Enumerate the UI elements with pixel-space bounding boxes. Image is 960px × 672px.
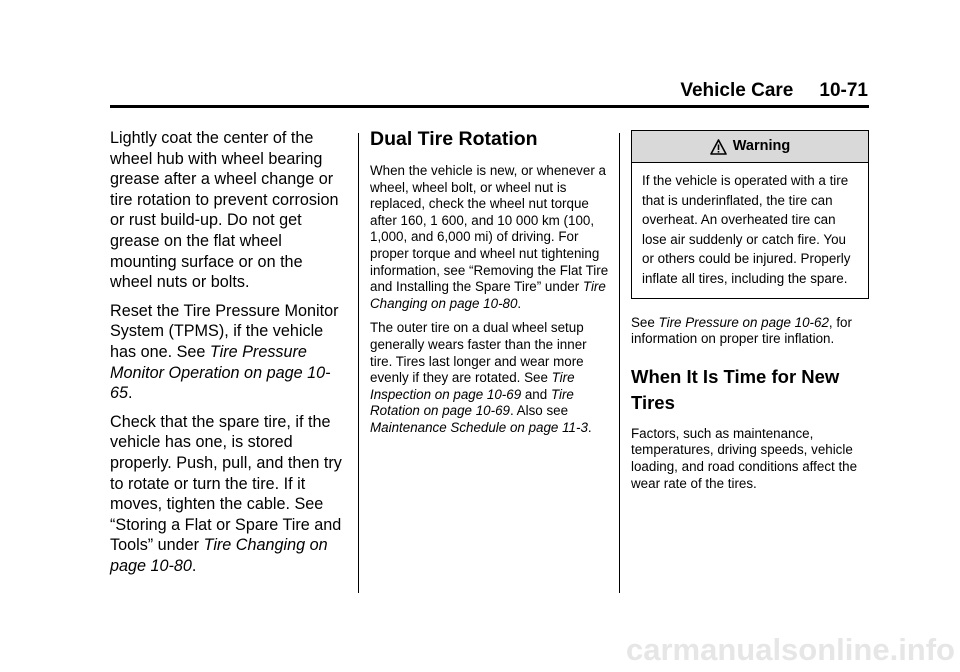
- tire-rotation-link[interactable]: Tire Rotation on page 10-69: [370, 386, 574, 419]
- outer-text: The outer tire on a dual wheel setup generally wears faster than the inner tire. Tires last longer and wear more evenly if they are rotated. See: [370, 320, 587, 386]
- spare-end: .: [191, 556, 197, 575]
- warning-text: If the vehicle is operated with a tire that is underinflated, the tire can overheat. An overheated tire can lose air suddenly or catch fire. You or others could be injured. Properly inflate all tires, including the spare.: [642, 173, 851, 286]
- warning-title: Warning: [732, 138, 791, 155]
- tire-inspection-link[interactable]: Tire Inspection on page 10-69: [370, 370, 575, 402]
- warning-triangle-icon: [710, 139, 727, 155]
- watermark: carmanualsonline.info: [625, 632, 955, 667]
- page-header: [680, 80, 868, 102]
- column-middle: [370, 128, 610, 445]
- see-text: See: [631, 314, 659, 330]
- torque-link[interactable]: Tire Changing on page 10-80: [370, 279, 606, 311]
- paragraph-torque: [370, 163, 610, 312]
- page-number: 10-71: [819, 80, 868, 101]
- tpms-link[interactable]: Tire Pressure Monitor Operation on page 10-65: [110, 342, 331, 403]
- heading-new-tires: When It Is Time for New Tires: [631, 365, 840, 413]
- spare-text: Check that the spare tire, if the vehicle has one, is stored properly. Push, pull, and then try to rotate or turn the tire. If it moves, tighten the cable. See “Storing a Flat or Spare Tire and Tools” under: [110, 412, 342, 555]
- torque-end: .: [517, 295, 522, 311]
- tpms-text: Reset the Tire Pressure Monitor System (TPMS), if the vehicle has one. See: [110, 301, 339, 361]
- paragraph-outer-tire: [370, 320, 610, 436]
- tpms-end: .: [128, 384, 133, 403]
- maintenance-schedule-link[interactable]: Maintenance Schedule on page 11-3: [370, 419, 588, 435]
- column-right: [631, 130, 869, 500]
- see-end: , for information on proper tire inflation.: [631, 314, 852, 347]
- outer-also: . Also see: [509, 403, 569, 419]
- paragraph-wear-factors: Factors, such as maintenance, temperatures, driving speeds, vehicle loading, and road conditions affect the wear rate of the tires.: [631, 425, 858, 491]
- paragraph-spare-tire: [110, 412, 346, 577]
- spare-link[interactable]: Tire Changing on page 10-80: [110, 536, 328, 575]
- column-divider-2: [619, 133, 620, 593]
- paragraph-tpms: [110, 301, 346, 404]
- paragraph-wheel-hub: Lightly coat the center of the wheel hub with wheel bearing grease after a wheel change or tire rotation to prevent corrosion or rust build-up. Do not get grease on the flat wheel mounting surface or on the wheel nuts or bolts.: [110, 129, 339, 292]
- header-rule: [110, 105, 869, 108]
- heading-dual-tire-rotation: Dual Tire Rotation: [370, 128, 538, 150]
- outer-end: .: [587, 419, 592, 435]
- column-divider-1: [358, 133, 359, 593]
- column-left: [110, 128, 346, 584]
- torque-text: When the vehicle is new, or whenever a wheel, wheel bolt, or wheel nut is replaced, check the wheel nut torque after 160, 1 600, and 10 000 km (100, 1,000, and 6,000 mi) of driving. For proper torque and wheel nut tightening information, see “Removing the Flat Tire and Installing the Spare Tire” under: [370, 163, 609, 295]
- outer-and: and: [521, 386, 551, 402]
- paragraph-see-pressure: [631, 315, 869, 348]
- section-title: Vehicle Care: [680, 80, 794, 101]
- tire-pressure-link[interactable]: Tire Pressure on page 10-62: [658, 314, 829, 330]
- warning-box: [631, 130, 869, 299]
- warning-header: [632, 131, 868, 163]
